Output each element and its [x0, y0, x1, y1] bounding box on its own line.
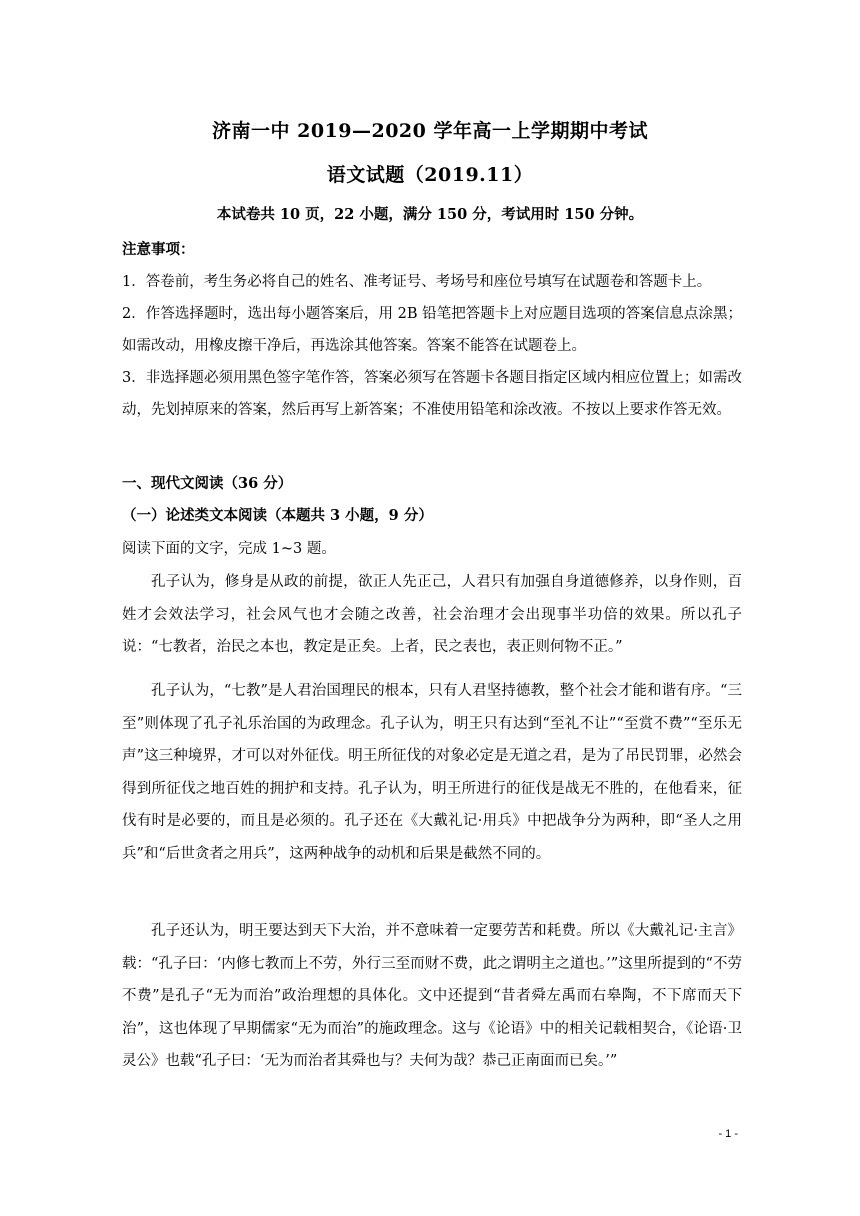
- exam-title: 济南一中 2019—2020 学年高一上学期期中考试: [212, 120, 648, 142]
- passage-paragraph-2: 孔子认为，“七教”是人君治国理民的根本，只有人君坚持德教，整个社会才能和谐有序。“三至”则体现了孔子礼乐治国的为政理念。孔子认为，明王只有达到“至礼不让”“至赏不费”“至乐无声”这三种境界，才可以对外征伐。明王所征伐的对象必定是无道之君，是为了吊民罚罪，必然会得到所征伐之地百姓的拥护和支持。孔子认为，明王所进行的征伐是战无不胜的，在他看来，征伐有时是必要的，而且是必须的。孔子还在《大戴礼记·用兵》中把战争分为两种，即“圣人之用兵”和“后世贪者之用兵”，这两种战争的动机和后果是截然不同的。: [122, 683, 742, 862]
- exam-subtitle: 语文试题（2019.11）: [326, 164, 534, 186]
- reading-instruction: 阅读下面的文字，完成 1~3 题。: [122, 541, 336, 557]
- note-item-3: 3．非选择题必须用黑色签字笔作答，答案必须写在答题卡各题目指定区域内相应位置上；如需改动，先划掉原来的答案，然后再写上新答案；不准使用铅笔和涂改液。不按以上要求作答无效。: [122, 370, 742, 418]
- exam-meta: 本试卷共 10 页，22 小题，满分 150 分，考试用时 150 分钟。: [216, 206, 644, 223]
- passage-paragraph-3: 孔子还认为，明王要达到天下大治，并不意味着一定要劳苦和耗费。所以《大戴礼记·主言》载：“孔子曰：‘内修七教而上不劳，外行三至而财不费，此之谓明主之道也。’”这里所提到的“不劳不费”是孔子“无为而治”政治理想的具体化。文中还提到“昔者舜左禹而右皋陶，不下席而天下治”，这也体现了早期儒家“无为而治”的施政理念。这与《论语》中的相关记载相契合，《论语·卫灵公》也载“孔子曰：‘无为而治者其舜也与？夫何为哉？恭己正南面而已矣。’”: [122, 923, 742, 1069]
- page-number: - 1 -: [718, 1128, 738, 1140]
- section-heading: 一、现代文阅读（36 分）: [122, 475, 293, 492]
- note-item-2: 2．作答选择题时，选出每小题答案后，用 2B 铅笔把答题卡上对应题目选项的答案信息点涂黑；如需改动，用橡皮擦干净后，再选涂其他答案。答案不能答在试题卷上。: [122, 306, 742, 354]
- note-item-1: 1．答卷前，考生务必将自己的姓名、准考证号、考场号和座位号填写在试题卷和答题卡上。: [122, 274, 712, 290]
- subsection-heading: （一）论述类文本阅读（本题共 3 小题，9 分）: [122, 507, 433, 524]
- notes-heading: 注意事项：: [122, 241, 195, 258]
- passage-paragraph-1: 孔子认为，修身是从政的前提，欲正人先正己，人君只有加强自身道德修养，以身作则，百姓才会效法学习，社会风气也才会随之改善，社会治理才会出现事半功倍的效果。所以孔子说：“七教者，治民之本也，教定是正矣。上者，民之表也，表正则何物不正。”: [122, 574, 742, 655]
